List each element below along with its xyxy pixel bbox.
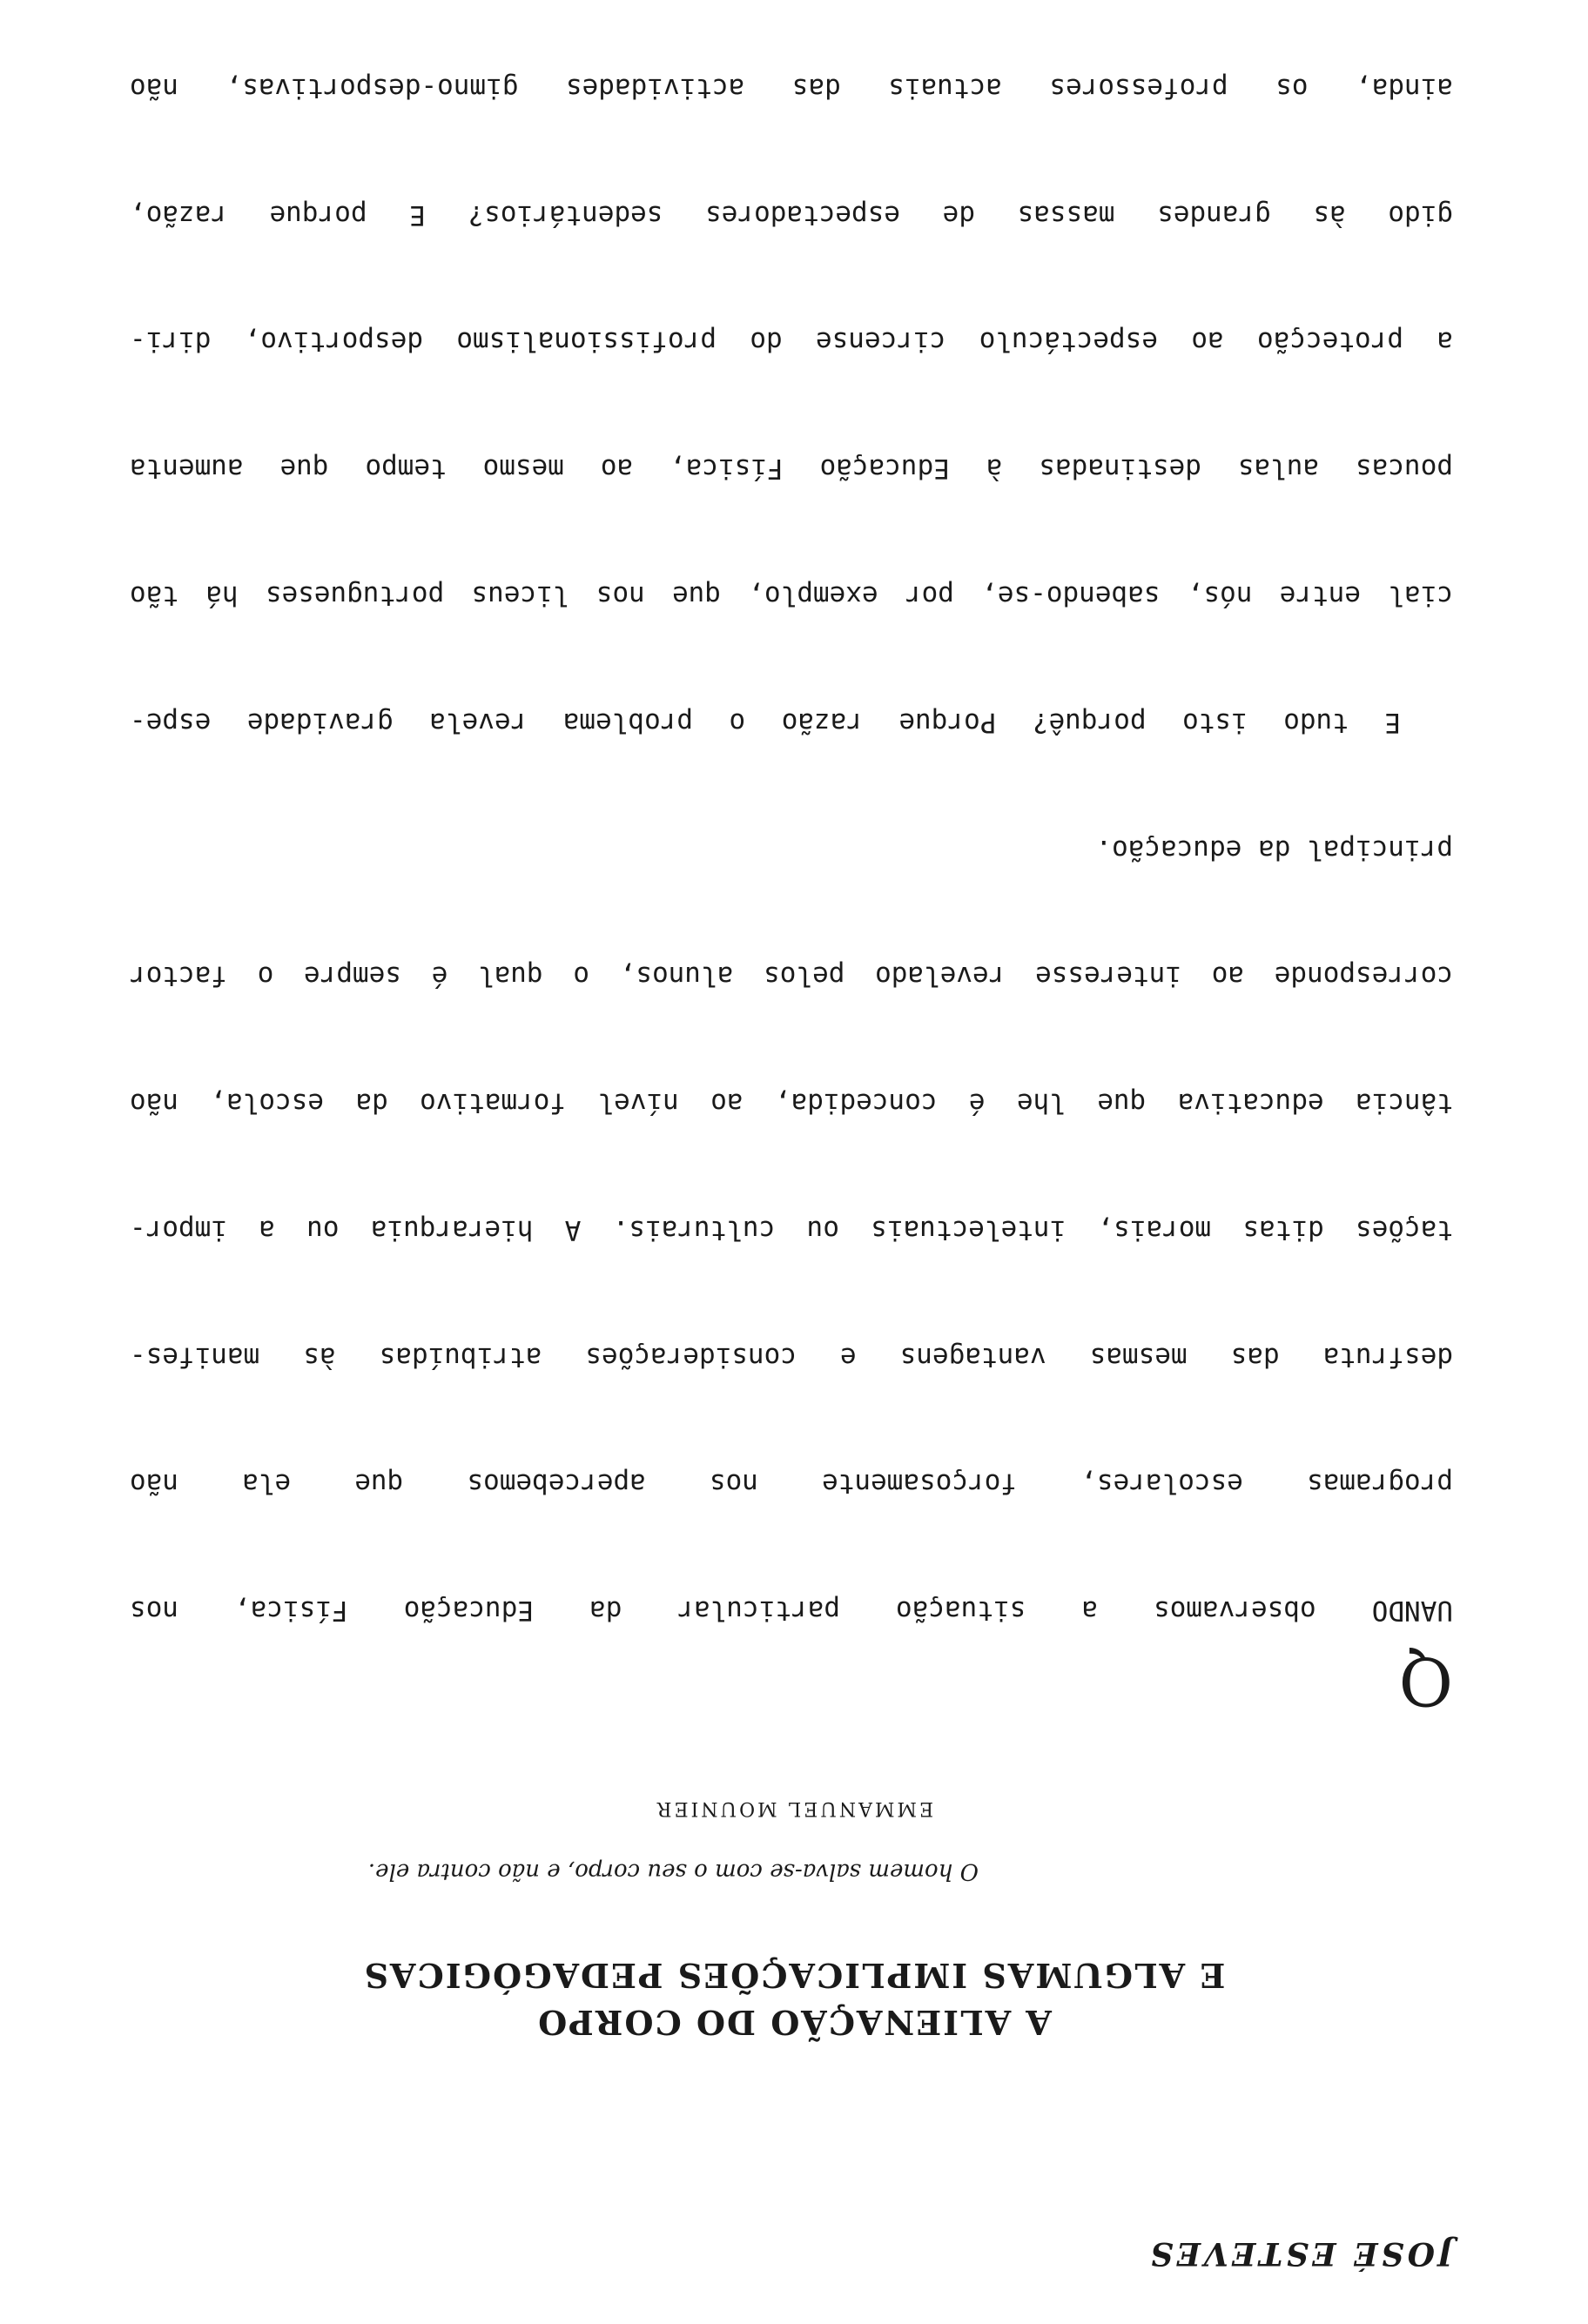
drop-cap: Q — [1398, 1642, 1453, 1721]
text-line: a protecção ao espectáculo circense do profissionalismo desportivo, diri- — [130, 326, 1453, 358]
text-line: poucas aulas destinadas à Educação Física, ao mesmo tempo que aumenta — [130, 453, 1453, 485]
title-line-1: A ALIENAÇÃO DO CORPO — [536, 2003, 1052, 2042]
title-line-2: E ALGUMAS IMPLICAÇÕES PEDAGÓGICAS — [362, 1956, 1226, 1995]
text-line: UANDO observamos a situação particular da Educação Física, nos — [130, 1595, 1453, 1627]
text-line: tações ditas morais, intelectuais ou culturais. A hierarquia ou a impor- — [130, 1213, 1453, 1246]
text-line: programas escolares, forçosamente nos apercebemos que ela não — [130, 1468, 1453, 1500]
text-line: tância educativa que lhe é concedida, ao nível formativo da escola, não — [130, 1087, 1453, 1119]
text-line: corresponde ao interesse revelado pelos alunos, o qual é sempre o factor — [130, 960, 1453, 992]
epigraph-author: EMMANUEL MOUNIER — [654, 1797, 934, 1819]
author-name: JOSÉ ESTEVES — [1147, 2235, 1453, 2272]
text-line: ainda, os professores actuais das actividades gimno-desportivas, não — [130, 71, 1453, 104]
text-line: principal da educação. — [1095, 833, 1453, 865]
epigraph: O homem salva-se com o seu corpo, e não contra ele. — [367, 1858, 979, 1884]
text-line: desfruta das mesmas vantagens e considerações atribuídas às manifes- — [130, 1340, 1453, 1373]
text-line: cial entre nós, sabendo-se, por exemplo, que nos liceus portugueses há tão — [130, 579, 1453, 611]
body-text — [130, 0, 1453, 1758]
text-line: gido às grandes massas de espectadores sedentários? E porque razão, — [130, 198, 1453, 231]
article-title — [0, 1951, 1588, 2045]
text-line: E tudo isto porquê? Porque razão o problema revela gravidade espe- — [130, 706, 1401, 738]
